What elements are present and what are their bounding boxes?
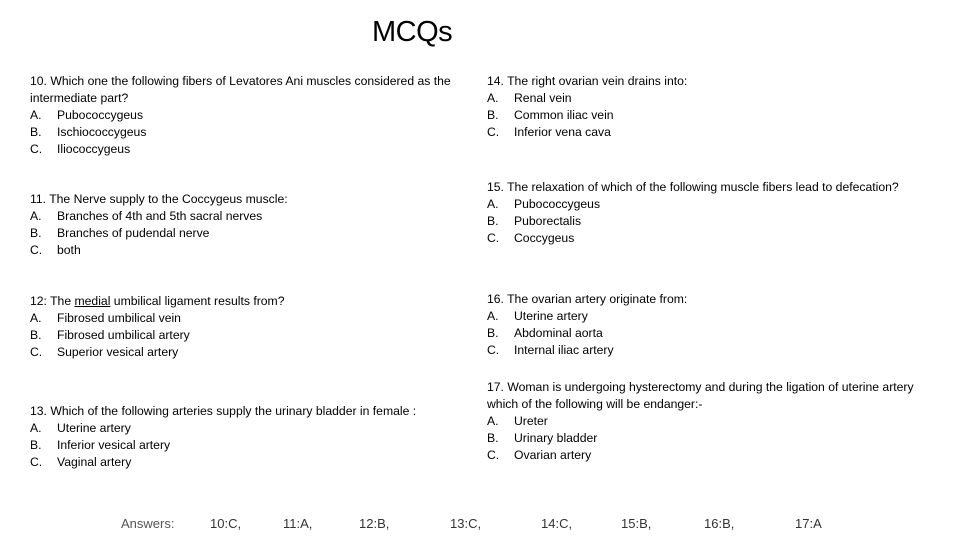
option-b[interactable]: B. Abdominal aorta: [487, 326, 603, 340]
page-title: MCQs: [372, 16, 453, 48]
question-stem: 13. Which of the following arteries supply the urinary bladder in female :: [30, 404, 417, 418]
question-stem: 11. The Nerve supply to the Coccygeus muscle:: [30, 192, 288, 206]
option-b[interactable]: B. Inferior vesical artery: [30, 438, 171, 452]
question-stem: 15. The relaxation of which of the following muscle fibers lead to defecation?: [487, 180, 899, 194]
answer-item: 12:B,: [359, 516, 390, 531]
answer-item: 17:A: [795, 516, 822, 531]
option-c[interactable]: C. Coccygeus: [487, 231, 575, 245]
question-11: [30, 191, 470, 259]
question-stem: 12: The medial umbilical ligament results from?: [30, 294, 285, 308]
option-c[interactable]: C. Inferior vena cava: [487, 125, 611, 139]
option-a[interactable]: A. Branches of 4th and 5th sacral nerves: [30, 209, 263, 223]
option-b[interactable]: B. Branches of pudendal nerve: [30, 226, 210, 240]
underlined-word: medial: [74, 294, 111, 308]
option-b[interactable]: B. Ischiococcygeus: [30, 125, 147, 139]
option-b[interactable]: B. Puborectalis: [487, 214, 582, 228]
option-c[interactable]: C. Superior vesical artery: [30, 345, 179, 359]
option-c[interactable]: C. both: [30, 243, 81, 257]
option-a[interactable]: A. Uterine artery: [30, 421, 131, 435]
option-a[interactable]: A. Ureter: [487, 414, 548, 428]
answer-item: 13:C,: [450, 516, 482, 531]
option-a[interactable]: A. Uterine artery: [487, 309, 588, 323]
question-16: [487, 291, 947, 359]
question-13: [30, 403, 420, 471]
option-b[interactable]: B. Common iliac vein: [487, 108, 614, 122]
question-stem: 17. Woman is undergoing hysterectomy and during the ligation of uterine artery which of the following will be endanger:-: [487, 380, 914, 411]
question-15: [487, 179, 952, 247]
question-stem: 10. Which one the following fibers of Levatores Ani muscles considered as the intermediate part?: [30, 74, 451, 105]
option-c[interactable]: C. Internal iliac artery: [487, 343, 614, 357]
option-a[interactable]: A. Renal vein: [487, 91, 572, 105]
answer-item: 16:B,: [704, 516, 735, 531]
option-a[interactable]: A. Pubococcygeus: [30, 108, 144, 122]
answer-item: 14:C,: [541, 516, 573, 531]
question-stem: 14. The right ovarian vein drains into:: [487, 74, 688, 88]
question-10: [30, 73, 470, 158]
question-14: [487, 73, 947, 141]
answer-item: 10:C,: [210, 516, 242, 531]
option-c[interactable]: C. Vaginal artery: [30, 455, 132, 469]
answer-item: 11:A,: [283, 516, 313, 531]
answers-label: Answers:: [121, 516, 175, 531]
answer-item: 15:B,: [621, 516, 652, 531]
option-a[interactable]: A. Fibrosed umbilical vein: [30, 311, 181, 325]
option-b[interactable]: B. Urinary bladder: [487, 431, 598, 445]
question-12: [30, 293, 470, 361]
answers-row: [0, 516, 960, 536]
question-17: [487, 379, 927, 464]
option-c[interactable]: C. Iliococcygeus: [30, 142, 131, 156]
option-a[interactable]: A. Pubococcygeus: [487, 197, 601, 211]
option-b[interactable]: B. Fibrosed umbilical artery: [30, 328, 190, 342]
option-c[interactable]: C. Ovarian artery: [487, 448, 592, 462]
question-stem: 16. The ovarian artery originate from:: [487, 292, 688, 306]
